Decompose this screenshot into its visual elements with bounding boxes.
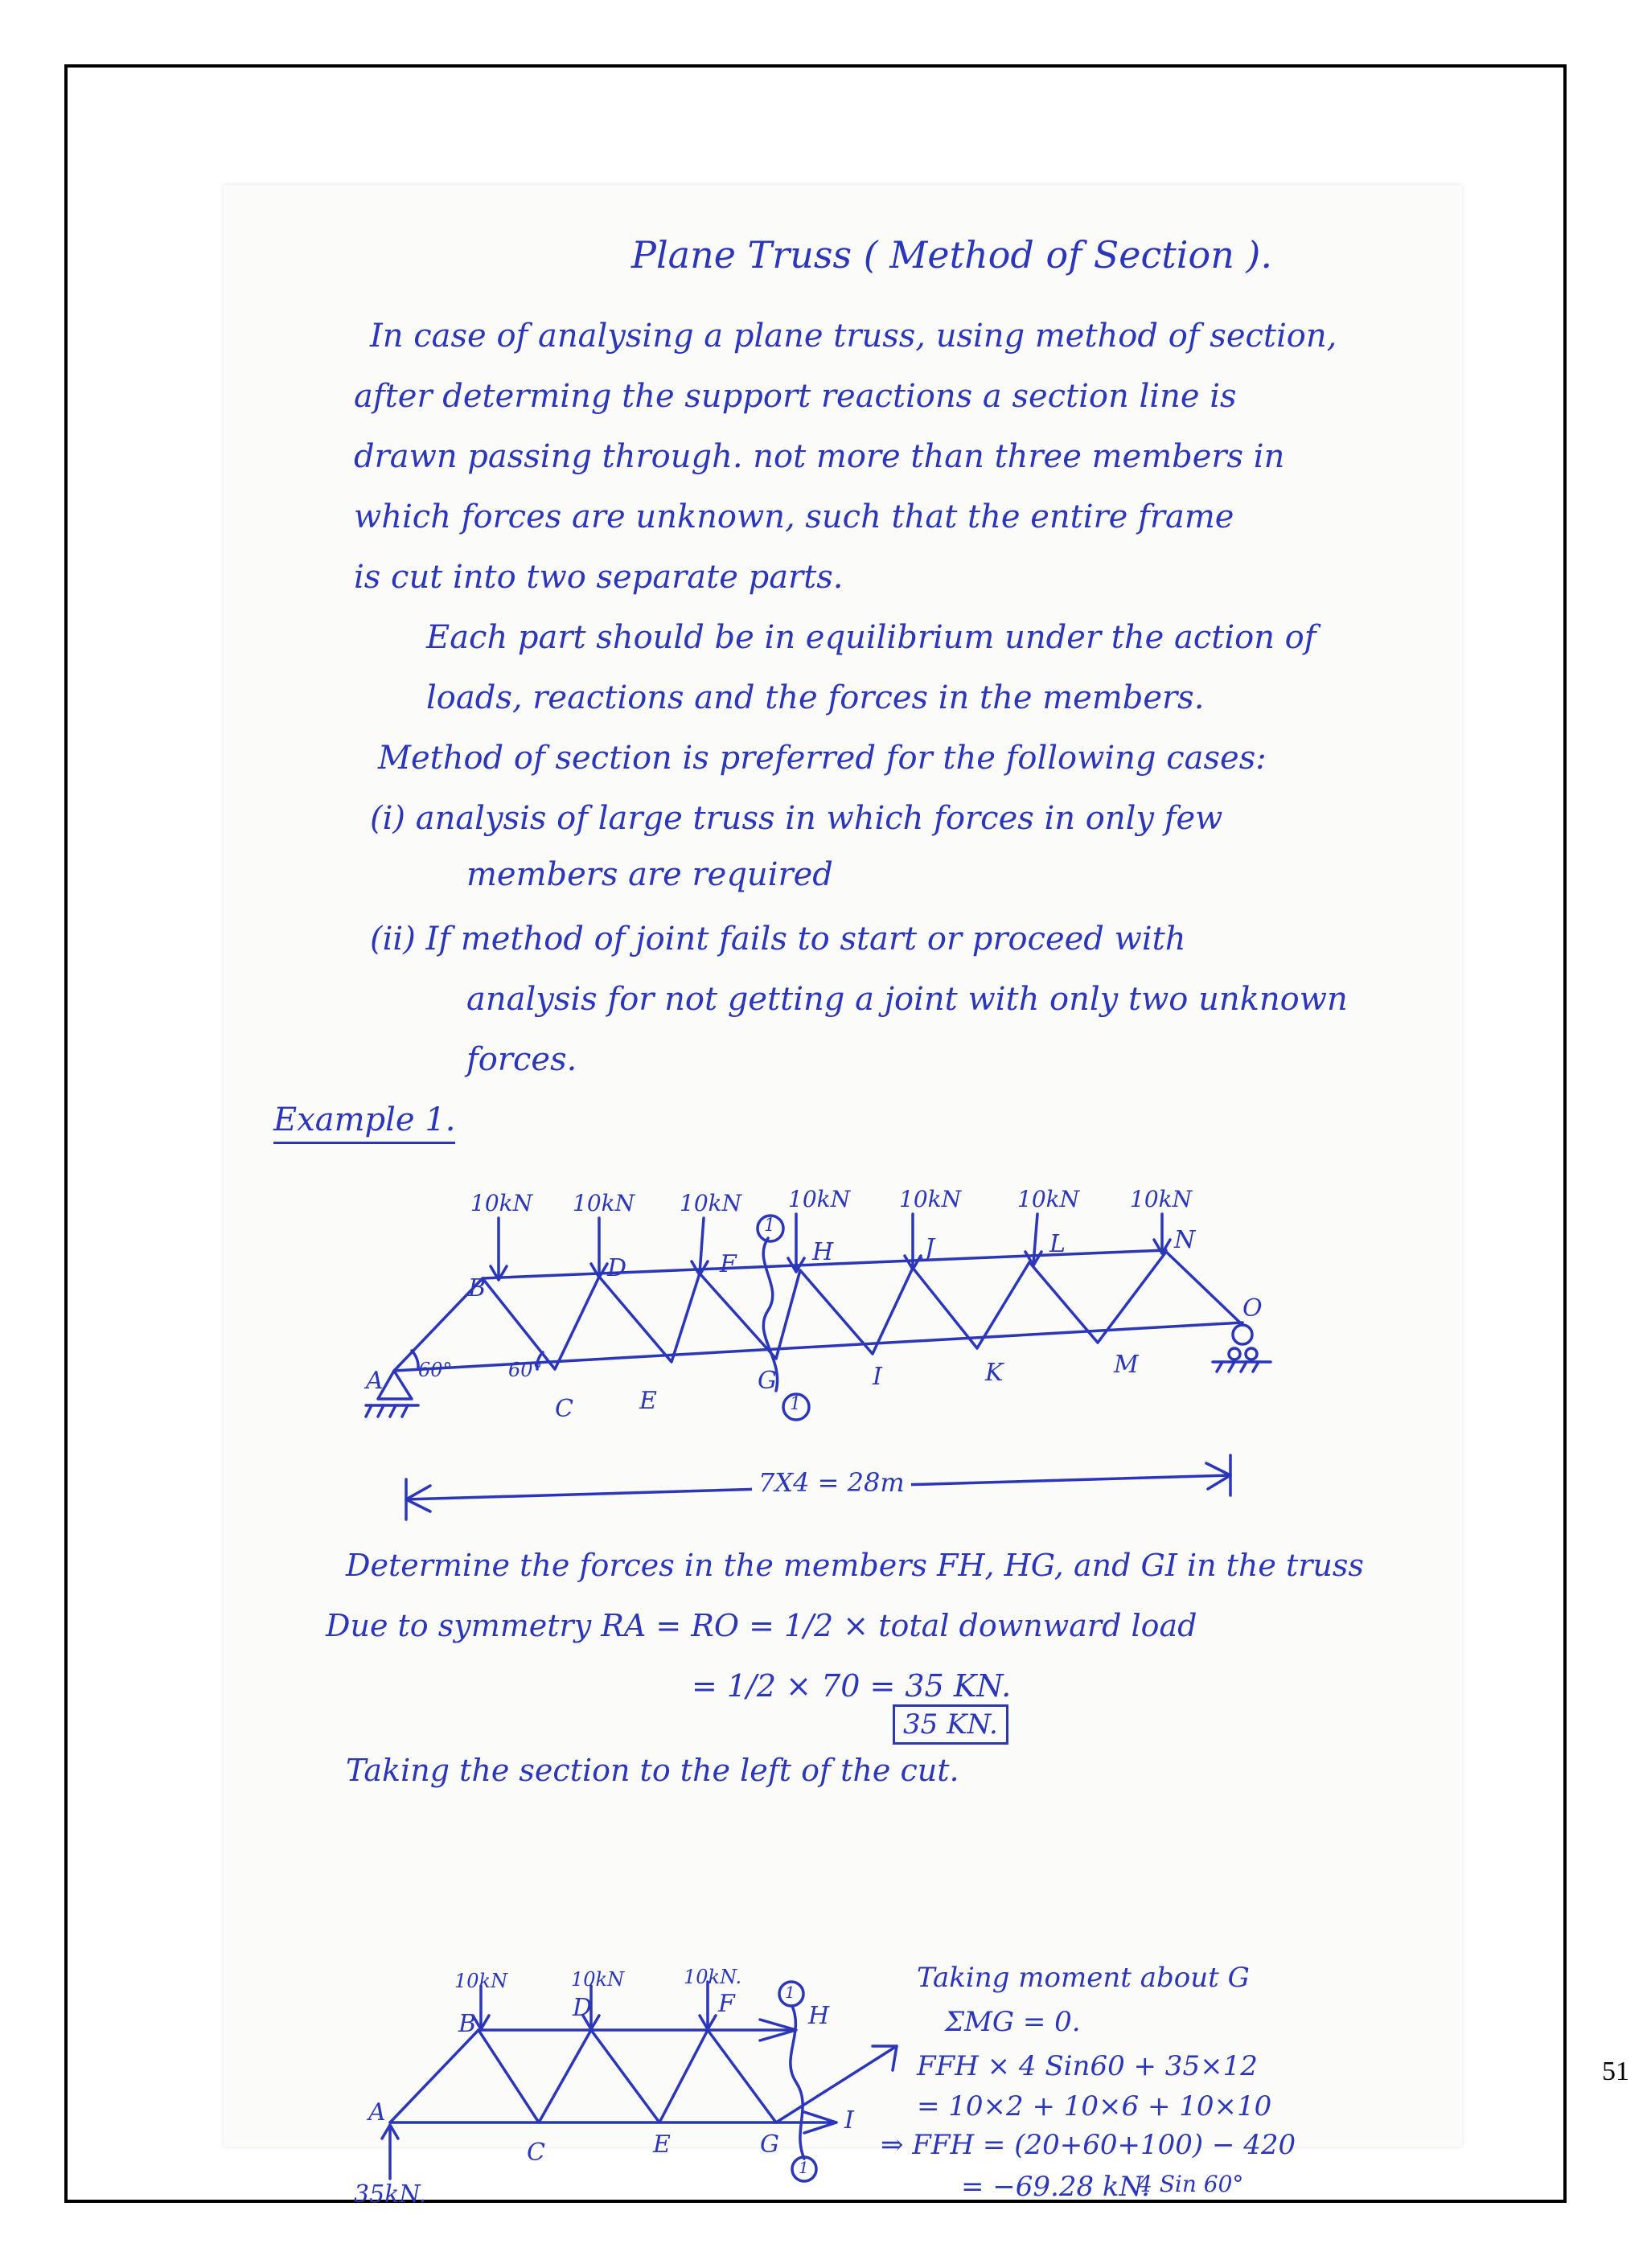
node-label-O: O [1242,1294,1263,1323]
fig2-reaction-label: 35kN. [354,2180,427,2209]
load-label-1: 10kN [470,1190,533,1216]
body-line-2: after determing the support reactions a section line is [354,378,1237,415]
fig2-load-3: 10kN. [684,1966,742,1988]
fig2-node-G: G [760,2131,779,2159]
fig2-node-I: I [844,2106,854,2135]
fig2-load-1: 10kN [454,1970,508,1992]
fig2-node-C: C [527,2139,545,2167]
body-line-6: Each part should be in equilibrium under the action of [426,619,1316,656]
body-line-13: forces. [466,1041,577,1078]
calc-line-7: = −69.28 kN. [961,2171,1150,2203]
load-label-2: 10kN [573,1190,635,1216]
fig2-node-D: D [573,1994,593,2022]
calc-line-5: ⇒ FFH = (20+60+100) − 420 [881,2129,1296,2161]
node-label-B: B [468,1274,487,1302]
body-line-5: is cut into two separate parts. [354,559,844,596]
node-label-K: K [985,1359,1004,1387]
example-heading: Example 1. [273,1101,455,1144]
fig2-node-H: H [808,2002,830,2030]
body-line-10: members are required [466,856,833,893]
calc-line-1: Taking moment about G [917,1962,1250,1994]
fig2-node-E: E [653,2131,671,2159]
body-line-12: analysis for not getting a joint with only two unknown [466,981,1348,1018]
span-dimension: 7X4 = 28m [752,1467,911,1498]
angle-label-2: 60° [508,1359,543,1381]
page-title: Plane Truss ( Method of Section ). [631,233,1273,277]
node-label-D: D [607,1254,627,1282]
load-label-6: 10kN [1017,1186,1080,1212]
node-label-M: M [1114,1351,1139,1379]
node-label-I: I [873,1363,882,1391]
body-line-9: (i) analysis of large truss in which forces in only few [370,800,1223,837]
problem-line-3: = 1/2 × 70 = 35 KN. [692,1668,1012,1704]
node-label-J: J [925,1234,935,1262]
body-line-1: In case of analysing a plane truss, using method of section, [370,318,1337,355]
node-label-H: H [812,1238,834,1266]
problem-line-2: Due to symmetry RA = RO = 1/2 × total downward load [326,1608,1197,1643]
section-mark-bottom: 1 [790,1394,801,1414]
body-line-4: which forces are unknown, such that the entire frame [354,498,1234,535]
body-line-8: Method of section is preferred for the following cases: [378,740,1267,777]
load-label-3: 10kN [680,1190,742,1216]
fig2-load-2: 10kN [571,1968,625,1991]
calc-line-4: = 10×2 + 10×6 + 10×10 [917,2090,1272,2122]
node-label-A: A [366,1367,384,1395]
node-label-E: E [639,1387,657,1415]
load-label-7: 10kN [1130,1186,1193,1212]
node-label-G: G [758,1367,777,1395]
node-label-C: C [555,1395,573,1423]
reaction-result-box: 35 KN. [893,1704,1008,1745]
load-label-5: 10kN [899,1186,962,1212]
calc-line-6: 4 Sin 60° [1138,2171,1244,2197]
body-line-7: loads, reactions and the forces in the members. [426,679,1205,716]
section-note: Taking the section to the left of the cut. [346,1753,959,1788]
problem-line-1: Determine the forces in the members FH, HG, and GI in the truss [346,1548,1364,1583]
load-label-4: 10kN [788,1186,851,1212]
section-mark-top: 1 [764,1216,775,1236]
page-number: 51 [1602,2057,1629,2086]
fig2-node-B: B [458,2010,477,2038]
body-line-3: drawn passing through. not more than three members in [354,438,1285,475]
node-label-F: F [720,1250,737,1278]
node-label-N: N [1174,1226,1196,1254]
fig2-node-A: A [368,2098,386,2127]
fig2-section-mark-bottom: 1 [799,2158,809,2177]
calc-line-3: FFH × 4 Sin60 + 35×12 [917,2050,1258,2082]
calc-line-2: ΣMG = 0. [945,2006,1081,2038]
body-line-11: (ii) If method of joint fails to start or proceed with [370,921,1186,958]
fig2-section-mark-top: 1 [785,1983,795,2002]
node-label-L: L [1049,1230,1066,1258]
fig2-node-F: F [718,1990,735,2018]
angle-label-1: 60° [418,1359,453,1381]
